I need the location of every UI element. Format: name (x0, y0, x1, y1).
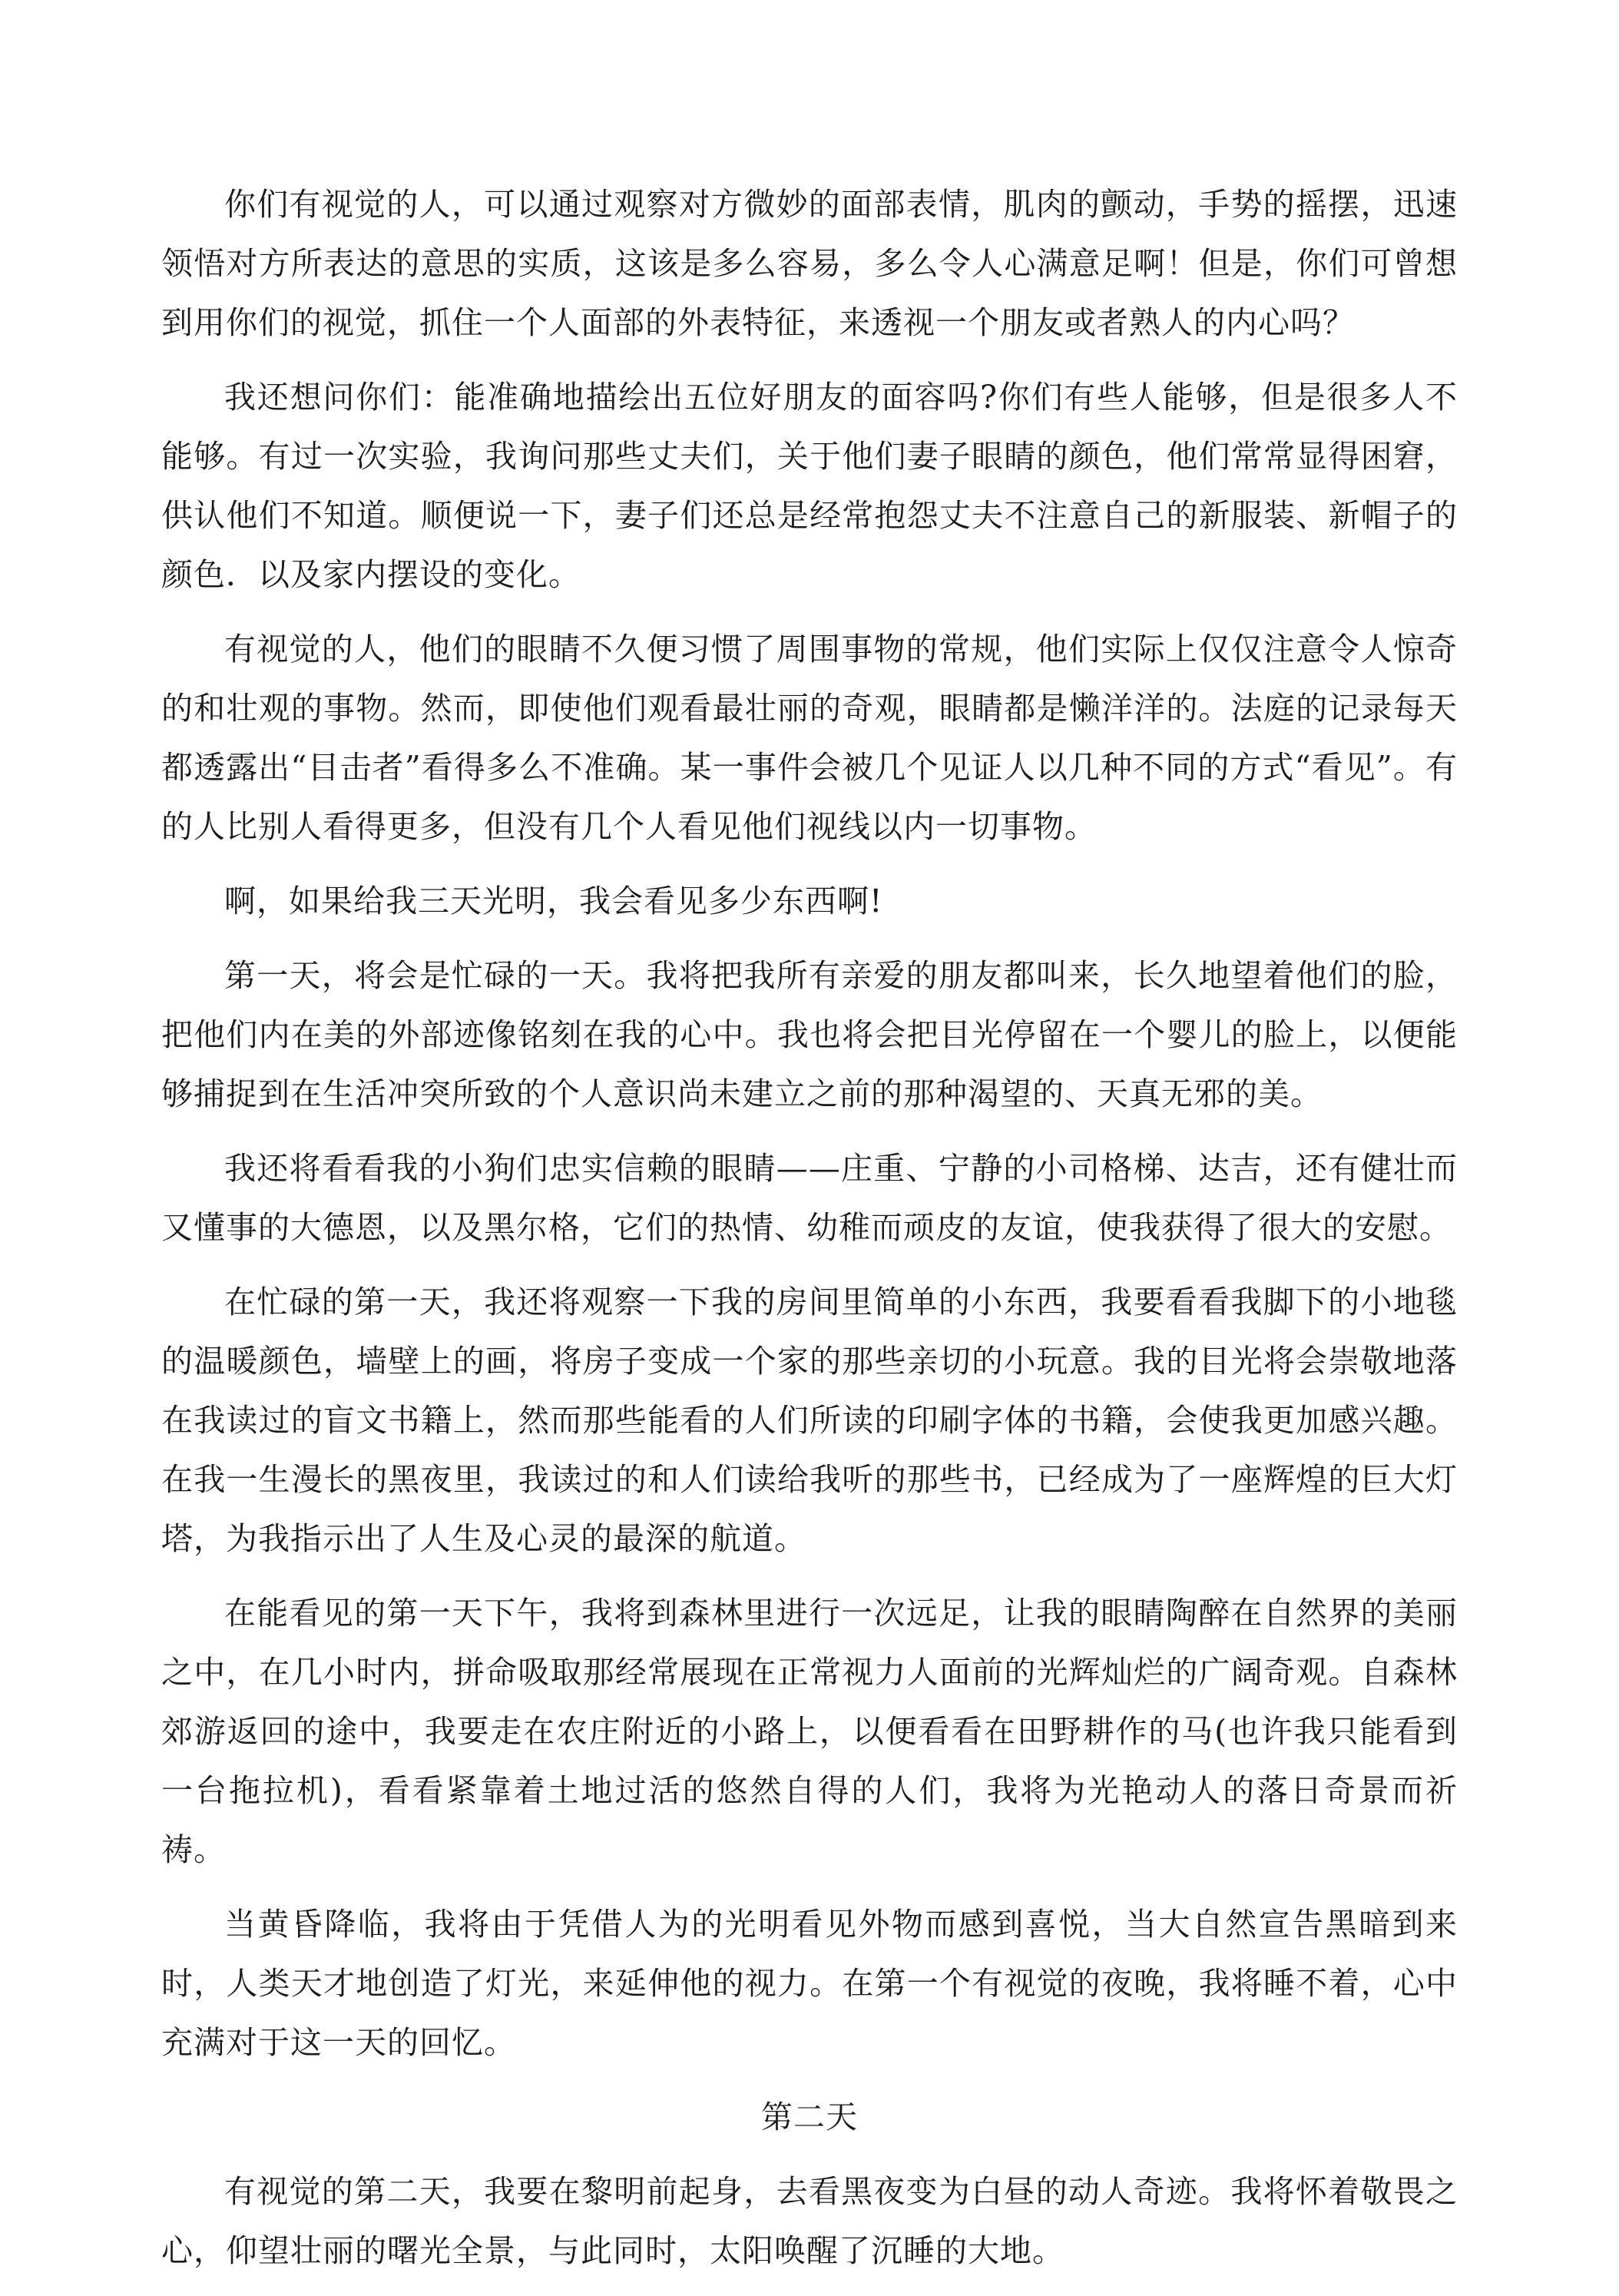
document-body (161, 175, 1458, 2296)
paragraph-4: 啊，如果给我三天光明，我会看见多少东西啊! (224, 883, 883, 919)
paragraph-8: 在能看见的第一天下午，我将到森林里进行一次远足，让我的眼睛陶醉在自然界的美丽之中，在几小时内，拼命吸取那经常展现在正常视力人面前的光辉灿烂的广阔奇观。自森林郊游返回的途中，我要走在农庄附近的小路上，以便看看在田野耕作的马(也许我只能看到一台拖拉机)，看看紧靠着土地过活的悠然自得的人们，我将为光艳动人的落日奇景而祈祷。 (161, 1595, 1458, 1868)
paragraph-7: 在忙碌的第一天，我还将观察一下我的房间里简单的小东西，我要看看我脚下的小地毯的温暖颜色，墙壁上的画，将房子变成一个家的那些亲切的小玩意。我的目光将会崇敬地落在我读过的盲文书籍上，然而那些能看的人们所读的印刷字体的书籍，会使我更加感兴趣。在我一生漫长的黑夜里，我读过的和人们读给我听的那些书，已经成为了一座辉煌的巨大灯塔，为我指示出了人生及心灵的最深的航道。 (161, 1284, 1458, 1557)
section-heading: 第二天 (761, 2099, 858, 2135)
paragraph-1: 你们有视觉的人，可以通过观察对方微妙的面部表情，肌肉的颤动，手势的摇摆，迅速领悟对方所表达的意思的实质，这该是多么容易，多么令人心满意足啊！但是，你们可曾想到用你们的视觉，抓住一个人面部的外表特征，来透视一个朋友或者熟人的内心吗？ (161, 186, 1458, 341)
paragraph-10: 有视觉的第二天，我要在黎明前起身，去看黑夜变为白昼的动人奇迹。我将怀着敬畏之心，仰望壮丽的曙光全景，与此同时，太阳唤醒了沉睡的大地。 (161, 2173, 1458, 2269)
paragraph-5: 第一天，将会是忙碌的一天。我将把我所有亲爱的朋友都叫来，长久地望着他们的脸，把他们内在美的外部迹像铭刻在我的心中。我也将会把目光停留在一个婴儿的脸上，以便能够捕捉到在生活冲突所致的个人意识尚未建立之前的那种渴望的、天真无邪的美。 (161, 957, 1458, 1112)
paragraph-6: 我还将看看我的小狗们忠实信赖的眼睛——庄重、宁静的小司格梯、达吉，还有健壮而又懂事的大德恩，以及黑尔格，它们的热情、幼稚而顽皮的友谊，使我获得了很大的安慰。 (161, 1150, 1458, 1246)
paragraph-3: 有视觉的人，他们的眼睛不久便习惯了周围事物的常规，他们实际上仅仅注意令人惊奇的和壮观的事物。然而，即使他们观看最壮丽的奇观，眼睛都是懒洋洋的。法庭的记录每天都透露出“目击者”看得多么不准确。某一事件会被几个见证人以几种不同的方式“看见”。有的人比别人看得更多，但没有几个人看见他们视线以内一切事物。 (161, 631, 1458, 845)
paragraph-9: 当黄昏降临，我将由于凭借人为的光明看见外物而感到喜悦，当大自然宣告黑暗到来时，人类天才地创造了灯光，来延伸他的视力。在第一个有视觉的夜晚，我将睡不着，心中充满对于这一天的回忆。 (161, 1906, 1458, 2061)
paragraph-2: 我还想问你们：能准确地描绘出五位好朋友的面容吗?你们有些人能够，但是很多人不能够。有过一次实验，我询问那些丈夫们，关于他们妻子眼睛的颜色，他们常常显得困窘，供认他们不知道。顺便说一下，妻子们还总是经常抱怨丈夫不注意自己的新服装、新帽子的颜色．以及家内摆设的变化。 (161, 379, 1458, 593)
